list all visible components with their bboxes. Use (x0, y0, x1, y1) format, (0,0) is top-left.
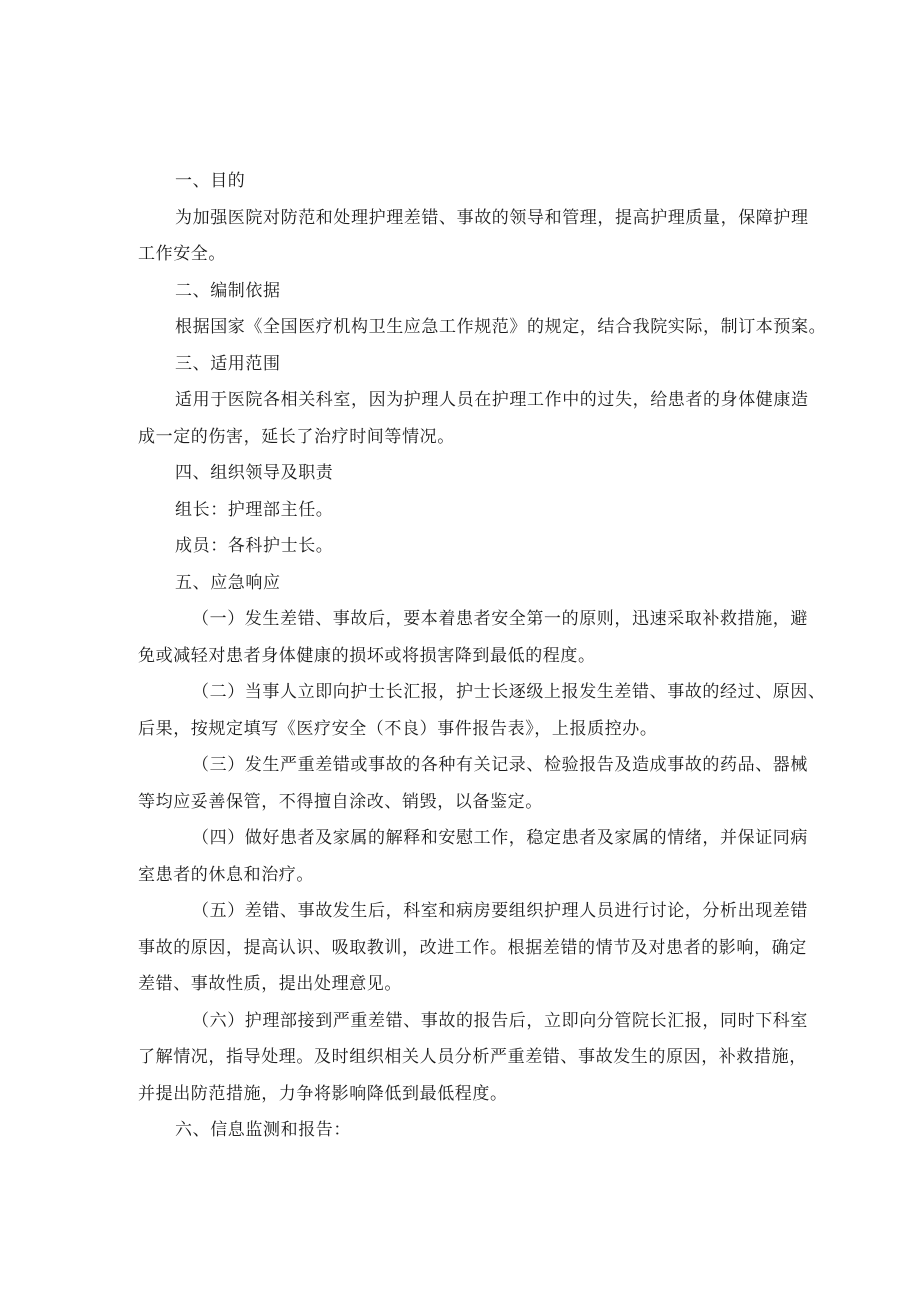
subparagraph (138, 820, 808, 893)
paragraph-line: 适用于医院各相关科室，因为护理人员在护理工作中的过失，给患者的身体健康造 (175, 390, 809, 410)
paragraph-line: 免或减轻对患者身体健康的损坏或将损害降到最低的程度。 (138, 645, 596, 666)
paragraph-line: （一）发生差错、事故后，要本着患者安全第一的原则，迅速采取补救措施，避 (192, 609, 808, 629)
paragraph (138, 200, 809, 273)
section-heading: 一、目的 (175, 171, 246, 191)
paragraph (175, 492, 795, 529)
paragraph-line: （六）护理部接到严重差错、事故的报告后，立即向分管院长汇报，同时下科室 (192, 1010, 808, 1031)
paragraph (175, 309, 827, 346)
section-heading: 五、应急响应 (175, 572, 281, 593)
paragraph (138, 382, 809, 455)
paragraph-line: 后果，按规定填写《医疗安全（不良）事件报告表》，上报质控办。 (138, 718, 658, 739)
paragraph-line: 等均应妥善保管，不得擅自涂改、销毁，以备鉴定。 (138, 791, 543, 812)
paragraph-line: （四）做好患者及家属的解释和安慰工作，稳定患者及家属的情绪，并保证同病 (192, 828, 808, 848)
subparagraph (138, 747, 808, 820)
paragraph-line: 为加强医院对防范和处理护理差错、事故的领导和管理，提高护理质量，保障护理 (175, 207, 809, 228)
paragraph-line: 根据国家《全国医疗机构卫生应急工作规范》的规定，结合我院实际，制订本预案。 (175, 317, 827, 337)
paragraph-line: 成一定的伤害，延长了治疗时间等情况。 (138, 426, 455, 447)
document-body (138, 163, 827, 1149)
paragraph-line: 差错、事故性质，提出处理意见。 (138, 974, 402, 994)
paragraph-line: 成员：各科护士长。 (175, 536, 334, 556)
paragraph-line: （二）当事人立即向护士长汇报，护士长逐级上报发生差错、事故的经过、原因、 (192, 682, 826, 702)
subparagraph (138, 1003, 808, 1113)
section-heading: 三、适用范围 (175, 353, 281, 374)
paragraph (175, 528, 795, 565)
subparagraph (138, 601, 808, 674)
subparagraph (138, 893, 808, 1003)
section-heading: 四、组织领导及职责 (175, 463, 334, 483)
section-heading: 二、编制依据 (175, 280, 281, 301)
section-heading: 六、信息监测和报告： (175, 1120, 351, 1140)
paragraph-line: 了解情况，指导处理。及时组织相关人员分析严重差错、事故发生的原因，补救措施， (138, 1047, 807, 1067)
paragraph-line: 工作安全。 (138, 244, 226, 264)
paragraph-line: 并提出防范措施，力争将影响降低到最低程度。 (138, 1083, 508, 1104)
subparagraph (138, 674, 826, 747)
paragraph-line: 事故的原因，提高认识、吸取教训，改进工作。根据差错的情节及对患者的影响，确定 (138, 937, 807, 958)
paragraph-line: 室患者的休息和治疗。 (138, 864, 314, 885)
paragraph-line: 组长：护理部主任。 (175, 499, 334, 520)
paragraph-line: （三）发生严重差错或事故的各种有关记录、检验报告及造成事故的药品、器械 (192, 755, 808, 775)
paragraph-line: （五）差错、事故发生后，科室和病房要组织护理人员进行讨论，分析出现差错 (192, 901, 808, 921)
